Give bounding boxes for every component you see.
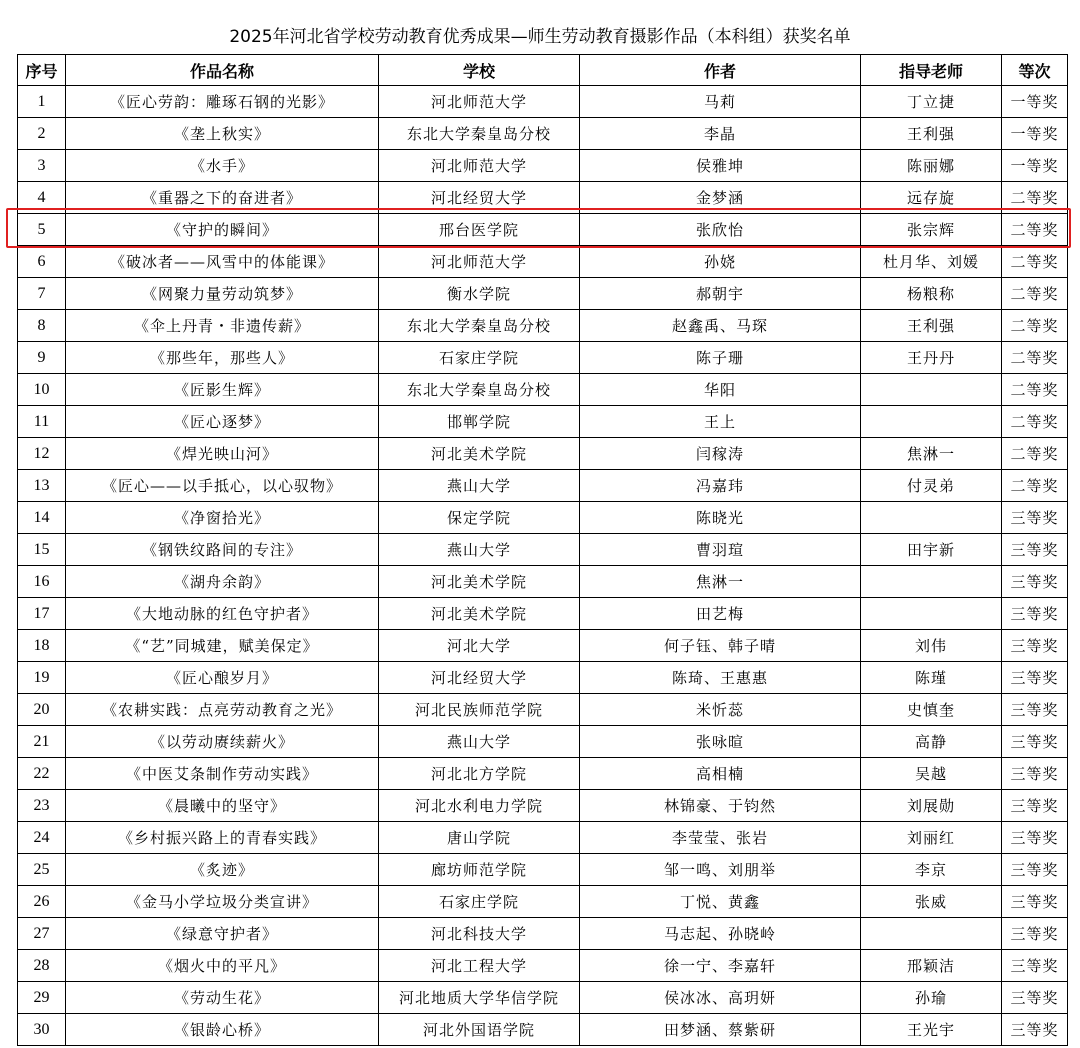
awards-table (17, 54, 1068, 1046)
table-row (18, 118, 1068, 150)
cell-teacher: 李京 (861, 854, 1002, 886)
cell-author: 侯雅坤 (580, 150, 861, 182)
cell-work: 《银龄心桥》 (66, 1014, 379, 1046)
cell-school: 河北大学 (379, 630, 580, 662)
cell-author: 陈晓光 (580, 502, 861, 534)
cell-author: 邹一鸣、刘朋举 (580, 854, 861, 886)
cell-work: 《匠心劳韵：雕琢石钢的光影》 (66, 86, 379, 118)
table-row (18, 950, 1068, 982)
cell-work: 《以劳动赓续薪火》 (66, 726, 379, 758)
document-title: 2025年河北省学校劳动教育优秀成果—师生劳动教育摄影作品（本科组）获奖名单 (229, 27, 851, 47)
cell-level: 一等奖 (1002, 118, 1068, 150)
cell-no: 3 (18, 150, 66, 182)
cell-no: 11 (18, 406, 66, 438)
cell-work: 《伞上丹青・非遗传薪》 (66, 310, 379, 342)
cell-author: 高相楠 (580, 758, 861, 790)
cell-work: 《中医艾条制作劳动实践》 (66, 758, 379, 790)
table-row (18, 566, 1068, 598)
cell-work: 《匠影生辉》 (66, 374, 379, 406)
cell-no: 4 (18, 182, 66, 214)
cell-teacher (861, 374, 1002, 406)
cell-author: 张欣怡 (580, 214, 861, 246)
cell-no: 27 (18, 918, 66, 950)
cell-author: 焦淋一 (580, 566, 861, 598)
table-row (18, 278, 1068, 310)
cell-no: 21 (18, 726, 66, 758)
cell-author: 郝朝宇 (580, 278, 861, 310)
cell-school: 保定学院 (379, 502, 580, 534)
cell-no: 26 (18, 886, 66, 918)
cell-work: 《钢铁纹路间的专注》 (66, 534, 379, 566)
cell-work: 《烟火中的平凡》 (66, 950, 379, 982)
cell-level: 二等奖 (1002, 470, 1068, 502)
cell-no: 20 (18, 694, 66, 726)
cell-level: 二等奖 (1002, 438, 1068, 470)
cell-teacher: 刘展勋 (861, 790, 1002, 822)
cell-level: 三等奖 (1002, 918, 1068, 950)
cell-level: 三等奖 (1002, 758, 1068, 790)
table-row (18, 630, 1068, 662)
cell-work: 《湖舟余韵》 (66, 566, 379, 598)
cell-school: 燕山大学 (379, 726, 580, 758)
cell-author: 何子钰、韩子晴 (580, 630, 861, 662)
cell-level: 二等奖 (1002, 246, 1068, 278)
cell-school: 河北经贸大学 (379, 182, 580, 214)
cell-work: 《炙迹》 (66, 854, 379, 886)
cell-level: 一等奖 (1002, 86, 1068, 118)
table-row (18, 150, 1068, 182)
cell-no: 2 (18, 118, 66, 150)
header-work: 作品名称 (66, 55, 379, 86)
cell-work: 《匠心酿岁月》 (66, 662, 379, 694)
cell-level: 三等奖 (1002, 694, 1068, 726)
cell-author: 李莹莹、张岩 (580, 822, 861, 854)
cell-work: 《匠心——以手抵心，以心驭物》 (66, 470, 379, 502)
cell-author: 金梦涵 (580, 182, 861, 214)
cell-no: 28 (18, 950, 66, 982)
cell-teacher: 王光宇 (861, 1014, 1002, 1046)
cell-school: 东北大学秦皇岛分校 (379, 310, 580, 342)
cell-school: 河北科技大学 (379, 918, 580, 950)
cell-teacher (861, 566, 1002, 598)
cell-school: 河北民族师范学院 (379, 694, 580, 726)
cell-school: 石家庄学院 (379, 342, 580, 374)
cell-school: 邢台医学院 (379, 214, 580, 246)
table-row (18, 918, 1068, 950)
cell-teacher: 杜月华、刘媛 (861, 246, 1002, 278)
cell-school: 河北水利电力学院 (379, 790, 580, 822)
table-row (18, 374, 1068, 406)
table-row (18, 406, 1068, 438)
cell-school: 河北师范大学 (379, 246, 580, 278)
cell-teacher: 王丹丹 (861, 342, 1002, 374)
table-row (18, 470, 1068, 502)
cell-author: 田梦涵、蔡紫研 (580, 1014, 861, 1046)
header-row (18, 55, 1068, 86)
cell-author: 闫稼涛 (580, 438, 861, 470)
cell-level: 三等奖 (1002, 1014, 1068, 1046)
cell-level: 三等奖 (1002, 790, 1068, 822)
cell-no: 22 (18, 758, 66, 790)
cell-teacher: 张威 (861, 886, 1002, 918)
cell-teacher (861, 598, 1002, 630)
cell-no: 5 (18, 214, 66, 246)
cell-work: 《那些年，那些人》 (66, 342, 379, 374)
cell-school: 燕山大学 (379, 470, 580, 502)
cell-teacher: 刘丽红 (861, 822, 1002, 854)
cell-author: 丁悦、黄鑫 (580, 886, 861, 918)
cell-teacher: 张宗辉 (861, 214, 1002, 246)
cell-author: 侯冰冰、高玥妍 (580, 982, 861, 1014)
header-school: 学校 (379, 55, 580, 86)
cell-author: 曹羽瑄 (580, 534, 861, 566)
cell-author: 王上 (580, 406, 861, 438)
cell-author: 赵鑫禹、马琛 (580, 310, 861, 342)
table-row (18, 86, 1068, 118)
cell-level: 三等奖 (1002, 566, 1068, 598)
cell-teacher: 杨粮称 (861, 278, 1002, 310)
cell-work: 《金马小学垃圾分类宣讲》 (66, 886, 379, 918)
cell-work: 《网聚力量劳动筑梦》 (66, 278, 379, 310)
cell-school: 东北大学秦皇岛分校 (379, 118, 580, 150)
cell-author: 陈子珊 (580, 342, 861, 374)
cell-teacher: 焦淋一 (861, 438, 1002, 470)
cell-work: 《匠心逐梦》 (66, 406, 379, 438)
cell-level: 三等奖 (1002, 662, 1068, 694)
cell-author: 华阳 (580, 374, 861, 406)
cell-school: 石家庄学院 (379, 886, 580, 918)
cell-author: 李晶 (580, 118, 861, 150)
cell-no: 12 (18, 438, 66, 470)
cell-author: 陈琦、王惠惠 (580, 662, 861, 694)
cell-teacher: 丁立捷 (861, 86, 1002, 118)
cell-level: 三等奖 (1002, 598, 1068, 630)
cell-school: 廊坊师范学院 (379, 854, 580, 886)
cell-teacher (861, 406, 1002, 438)
cell-level: 二等奖 (1002, 182, 1068, 214)
cell-school: 河北外国语学院 (379, 1014, 580, 1046)
cell-teacher: 付灵弟 (861, 470, 1002, 502)
cell-work: 《重器之下的奋进者》 (66, 182, 379, 214)
header-no: 序号 (18, 55, 66, 86)
table-row (18, 982, 1068, 1014)
cell-teacher: 王利强 (861, 118, 1002, 150)
table-body (18, 86, 1068, 1046)
cell-level: 三等奖 (1002, 630, 1068, 662)
cell-teacher (861, 918, 1002, 950)
cell-school: 河北北方学院 (379, 758, 580, 790)
header-author: 作者 (580, 55, 861, 86)
cell-teacher: 远存旋 (861, 182, 1002, 214)
table-row (18, 342, 1068, 374)
table-row (18, 822, 1068, 854)
cell-level: 二等奖 (1002, 278, 1068, 310)
header-level: 等次 (1002, 55, 1068, 86)
cell-school: 衡水学院 (379, 278, 580, 310)
cell-level: 三等奖 (1002, 854, 1068, 886)
cell-no: 14 (18, 502, 66, 534)
cell-work: 《焊光映山河》 (66, 438, 379, 470)
cell-level: 一等奖 (1002, 150, 1068, 182)
cell-school: 河北美术学院 (379, 566, 580, 598)
cell-no: 6 (18, 246, 66, 278)
cell-author: 孙娆 (580, 246, 861, 278)
header-teacher: 指导老师 (861, 55, 1002, 86)
table-row (18, 502, 1068, 534)
cell-level: 三等奖 (1002, 982, 1068, 1014)
cell-no: 1 (18, 86, 66, 118)
cell-work: 《破冰者——风雪中的体能课》 (66, 246, 379, 278)
cell-level: 三等奖 (1002, 502, 1068, 534)
cell-teacher (861, 502, 1002, 534)
table-row (18, 854, 1068, 886)
cell-school: 东北大学秦皇岛分校 (379, 374, 580, 406)
cell-work: 《劳动生花》 (66, 982, 379, 1014)
cell-no: 16 (18, 566, 66, 598)
cell-no: 30 (18, 1014, 66, 1046)
cell-no: 15 (18, 534, 66, 566)
cell-teacher: 史慎奎 (861, 694, 1002, 726)
cell-school: 河北经贸大学 (379, 662, 580, 694)
cell-teacher: 高静 (861, 726, 1002, 758)
cell-school: 河北美术学院 (379, 438, 580, 470)
table-row (18, 790, 1068, 822)
cell-no: 24 (18, 822, 66, 854)
table-row (18, 182, 1068, 214)
cell-level: 二等奖 (1002, 214, 1068, 246)
cell-no: 23 (18, 790, 66, 822)
cell-author: 马志起、孙晓岭 (580, 918, 861, 950)
cell-teacher: 王利强 (861, 310, 1002, 342)
cell-level: 二等奖 (1002, 310, 1068, 342)
table-row (18, 246, 1068, 278)
cell-work: 《绿意守护者》 (66, 918, 379, 950)
cell-school: 邯郸学院 (379, 406, 580, 438)
cell-level: 二等奖 (1002, 374, 1068, 406)
cell-author: 张咏暄 (580, 726, 861, 758)
cell-teacher: 田宇新 (861, 534, 1002, 566)
table-row (18, 758, 1068, 790)
cell-level: 三等奖 (1002, 534, 1068, 566)
cell-teacher: 陈瑾 (861, 662, 1002, 694)
cell-author: 米忻蕊 (580, 694, 861, 726)
table-row (18, 886, 1068, 918)
table-row (18, 214, 1068, 246)
cell-school: 燕山大学 (379, 534, 580, 566)
cell-level: 三等奖 (1002, 726, 1068, 758)
cell-author: 徐一宁、李嘉轩 (580, 950, 861, 982)
cell-no: 17 (18, 598, 66, 630)
cell-work: 《乡村振兴路上的青春实践》 (66, 822, 379, 854)
cell-teacher: 吴越 (861, 758, 1002, 790)
cell-author: 冯嘉玮 (580, 470, 861, 502)
cell-no: 13 (18, 470, 66, 502)
cell-work: 《水手》 (66, 150, 379, 182)
cell-teacher: 邢颖洁 (861, 950, 1002, 982)
cell-no: 7 (18, 278, 66, 310)
cell-work: 《大地动脉的红色守护者》 (66, 598, 379, 630)
cell-work: 《守护的瞬间》 (66, 214, 379, 246)
cell-school: 唐山学院 (379, 822, 580, 854)
cell-no: 19 (18, 662, 66, 694)
cell-level: 三等奖 (1002, 822, 1068, 854)
cell-level: 二等奖 (1002, 342, 1068, 374)
cell-school: 河北地质大学华信学院 (379, 982, 580, 1014)
cell-no: 10 (18, 374, 66, 406)
table-row (18, 726, 1068, 758)
cell-school: 河北师范大学 (379, 86, 580, 118)
cell-level: 三等奖 (1002, 886, 1068, 918)
table-row (18, 1014, 1068, 1046)
cell-no: 9 (18, 342, 66, 374)
cell-work: 《“艺”同城建，赋美保定》 (66, 630, 379, 662)
cell-no: 29 (18, 982, 66, 1014)
cell-school: 河北师范大学 (379, 150, 580, 182)
cell-author: 林锦豪、于钧然 (580, 790, 861, 822)
table-row (18, 534, 1068, 566)
cell-teacher: 陈丽娜 (861, 150, 1002, 182)
cell-level: 二等奖 (1002, 406, 1068, 438)
cell-teacher: 孙瑜 (861, 982, 1002, 1014)
cell-level: 三等奖 (1002, 950, 1068, 982)
cell-school: 河北工程大学 (379, 950, 580, 982)
table-row (18, 694, 1068, 726)
cell-no: 8 (18, 310, 66, 342)
cell-teacher: 刘伟 (861, 630, 1002, 662)
table-row (18, 662, 1068, 694)
cell-school: 河北美术学院 (379, 598, 580, 630)
cell-no: 18 (18, 630, 66, 662)
cell-no: 25 (18, 854, 66, 886)
cell-work: 《农耕实践：点亮劳动教育之光》 (66, 694, 379, 726)
cell-work: 《垄上秋实》 (66, 118, 379, 150)
cell-author: 马莉 (580, 86, 861, 118)
cell-work: 《晨曦中的坚守》 (66, 790, 379, 822)
cell-author: 田艺梅 (580, 598, 861, 630)
table-row (18, 310, 1068, 342)
cell-work: 《净窗拾光》 (66, 502, 379, 534)
table-row (18, 598, 1068, 630)
table-row (18, 438, 1068, 470)
